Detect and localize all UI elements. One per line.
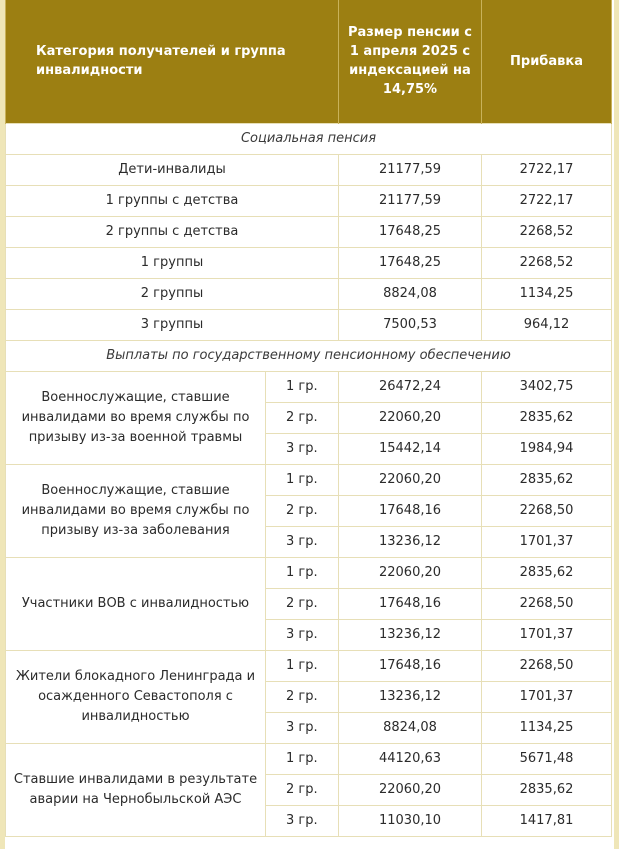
disability-group: 3 гр. [266, 805, 339, 836]
row-pension: 22060,20 [339, 464, 482, 495]
table-row [6, 743, 612, 774]
row-pension: 13236,12 [339, 619, 482, 650]
row-label: 2 группы с детства [6, 216, 339, 247]
row-label: 2 группы [6, 278, 339, 309]
disability-group: 3 гр. [266, 619, 339, 650]
disability-group: 3 гр. [266, 712, 339, 743]
row-increase: 2268,50 [482, 495, 612, 526]
disability-group: 2 гр. [266, 495, 339, 526]
disability-group: 2 гр. [266, 681, 339, 712]
row-label: 1 группы [6, 247, 339, 278]
row-increase: 1701,37 [482, 619, 612, 650]
group-label: Ставшие инвалидами в результате аварии на Чернобыльской АЭС [6, 743, 266, 836]
section-title-state: Выплаты по государственному пенсионному обеспечению [6, 340, 612, 371]
row-label: Дети-инвалиды [6, 154, 339, 185]
section-title-social: Социальная пенсия [6, 123, 612, 154]
row-increase: 2835,62 [482, 402, 612, 433]
disability-group: 2 гр. [266, 402, 339, 433]
disability-group: 1 гр. [266, 464, 339, 495]
row-pension: 21177,59 [339, 154, 482, 185]
disability-group: 2 гр. [266, 774, 339, 805]
row-increase: 1701,37 [482, 681, 612, 712]
table-row [6, 650, 612, 681]
row-label: 3 группы [6, 309, 339, 340]
row-increase: 5671,48 [482, 743, 612, 774]
group-label: Участники ВОВ с инвалидностью [6, 557, 266, 650]
disability-group: 3 гр. [266, 433, 339, 464]
disability-group: 2 гр. [266, 588, 339, 619]
row-pension: 21177,59 [339, 185, 482, 216]
row-pension: 8824,08 [339, 712, 482, 743]
row-pension: 8824,08 [339, 278, 482, 309]
row-pension: 11030,10 [339, 805, 482, 836]
pension-table [5, 0, 612, 837]
disability-group: 3 гр. [266, 526, 339, 557]
section-row-social [6, 123, 612, 154]
row-pension: 13236,12 [339, 681, 482, 712]
table-row [6, 216, 612, 247]
row-increase: 2268,52 [482, 247, 612, 278]
row-pension: 13236,12 [339, 526, 482, 557]
row-increase: 1701,37 [482, 526, 612, 557]
row-pension: 15442,14 [339, 433, 482, 464]
row-label: 1 группы с детства [6, 185, 339, 216]
row-increase: 2835,62 [482, 557, 612, 588]
row-increase: 1134,25 [482, 712, 612, 743]
row-increase: 964,12 [482, 309, 612, 340]
table-row [6, 247, 612, 278]
row-increase: 2268,50 [482, 588, 612, 619]
row-pension: 17648,16 [339, 588, 482, 619]
table-header-row [6, 0, 612, 123]
disability-group: 1 гр. [266, 557, 339, 588]
row-increase: 1134,25 [482, 278, 612, 309]
row-increase: 2268,52 [482, 216, 612, 247]
section-row-state [6, 340, 612, 371]
group-label: Военнослужащие, ставшие инвалидами во время службы по призыву из-за военной травмы [6, 371, 266, 464]
row-pension: 17648,16 [339, 650, 482, 681]
disability-group: 1 гр. [266, 650, 339, 681]
row-pension: 44120,63 [339, 743, 482, 774]
row-pension: 17648,25 [339, 247, 482, 278]
row-increase: 2835,62 [482, 464, 612, 495]
row-increase: 2722,17 [482, 185, 612, 216]
row-pension: 26472,24 [339, 371, 482, 402]
row-increase: 3402,75 [482, 371, 612, 402]
row-pension: 17648,25 [339, 216, 482, 247]
header-increase: Прибавка [482, 0, 612, 123]
table-row [6, 278, 612, 309]
group-label: Военнослужащие, ставшие инвалидами во время службы по призыву из-за заболевания [6, 464, 266, 557]
row-increase: 1417,81 [482, 805, 612, 836]
row-pension: 22060,20 [339, 774, 482, 805]
table-row [6, 309, 612, 340]
table-row [6, 371, 612, 402]
row-pension: 17648,16 [339, 495, 482, 526]
row-pension: 22060,20 [339, 557, 482, 588]
row-increase: 2722,17 [482, 154, 612, 185]
table-row [6, 185, 612, 216]
row-pension: 7500,53 [339, 309, 482, 340]
header-pension: Размер пенсии с 1 апреля 2025 с индексацией на 14,75% [339, 0, 482, 123]
disability-group: 1 гр. [266, 743, 339, 774]
row-increase: 2835,62 [482, 774, 612, 805]
row-increase: 2268,50 [482, 650, 612, 681]
row-increase: 1984,94 [482, 433, 612, 464]
row-pension: 22060,20 [339, 402, 482, 433]
group-label: Жители блокадного Ленинграда и осажденного Севастополя с инвалидностью [6, 650, 266, 743]
table-row [6, 464, 612, 495]
table-row [6, 557, 612, 588]
disability-group: 1 гр. [266, 371, 339, 402]
table-row [6, 154, 612, 185]
header-category: Категория получателей и группа инвалидности [6, 0, 339, 123]
